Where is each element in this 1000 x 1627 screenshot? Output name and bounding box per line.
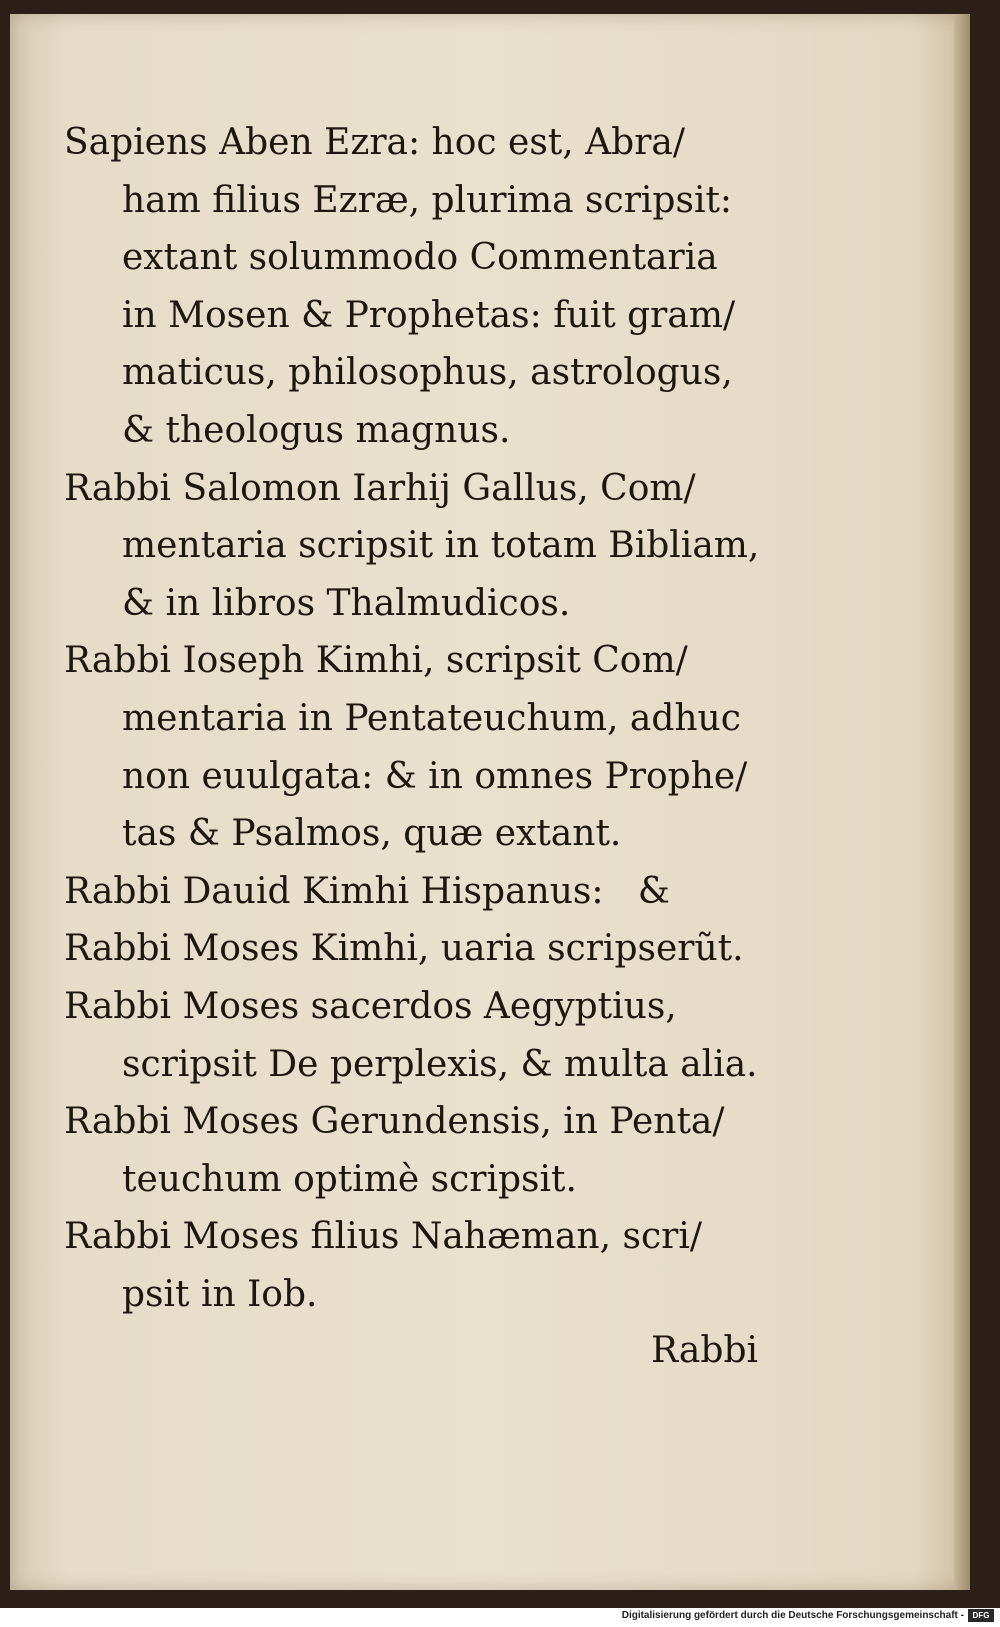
entry-aben-ezra [64, 114, 794, 460]
text-line: Rabbi Moses sacerdos Aegyptius, [64, 985, 677, 1027]
text-line: maticus, philosophus, astrologus, [122, 352, 733, 394]
text-line: teuchum optimè scripsit. [122, 1158, 577, 1200]
text-line: in Mosen & Prophetas: fuit gram/ [122, 294, 736, 336]
text-line: & theologus magnus. [122, 409, 511, 451]
entry-moses-gerundensis [64, 1093, 794, 1208]
text-line: mentaria in Pentateuchum, adhuc [122, 697, 741, 739]
book-page [10, 14, 970, 1590]
text-line: ham filius Ezræ, plurima scripsit: [122, 179, 733, 221]
text-line: Rabbi Ioseph Kimhi, scripsit Com/ [64, 640, 688, 682]
text-line: extant solummodo Commentaria [122, 237, 718, 279]
footer-credit: Digitalisierung gefördert durch die Deutsche Forschungsgemeinschaft - [621, 1610, 964, 1621]
text-line: Rabbi Salomon Iarhij Gallus, Com/ [64, 467, 696, 509]
text-line: & in libros Thalmudicos. [122, 582, 571, 624]
entry-dauid-kimhi [64, 863, 794, 921]
entry-ioseph-kimhi [64, 632, 794, 862]
catchword: Rabbi [651, 1330, 758, 1371]
page-edge [954, 14, 970, 1590]
text-line: non euulgata: & in omnes Prophe/ [122, 755, 748, 797]
text-line: psit in Iob. [122, 1273, 318, 1315]
text-line: Rabbi Moses filius Nahæman, scri/ [64, 1216, 702, 1258]
entry-salomon-iarhi [64, 460, 794, 633]
text-line: Rabbi Dauid Kimhi Hispanus: & [64, 870, 670, 912]
text-line: Rabbi Moses Kimhi, uaria scripserũt. [64, 928, 744, 970]
text-line: mentaria scripsit in totam Bibliam, [122, 525, 760, 567]
entry-moses-kimhi [64, 920, 794, 978]
text-line: Rabbi Moses Gerundensis, in Penta/ [64, 1101, 725, 1143]
entry-moses-sacerdos [64, 978, 794, 1093]
text-line: tas & Psalmos, quæ extant. [122, 813, 622, 855]
dfg-logo-icon: DFG [968, 1609, 994, 1622]
entry-moses-nahaeman [64, 1208, 794, 1323]
text-line: scripsit De perplexis, & multa alia. [122, 1043, 758, 1085]
text-line: Sapiens Aben Ezra: hoc est, Abra/ [64, 122, 685, 163]
page-text [64, 114, 794, 1323]
